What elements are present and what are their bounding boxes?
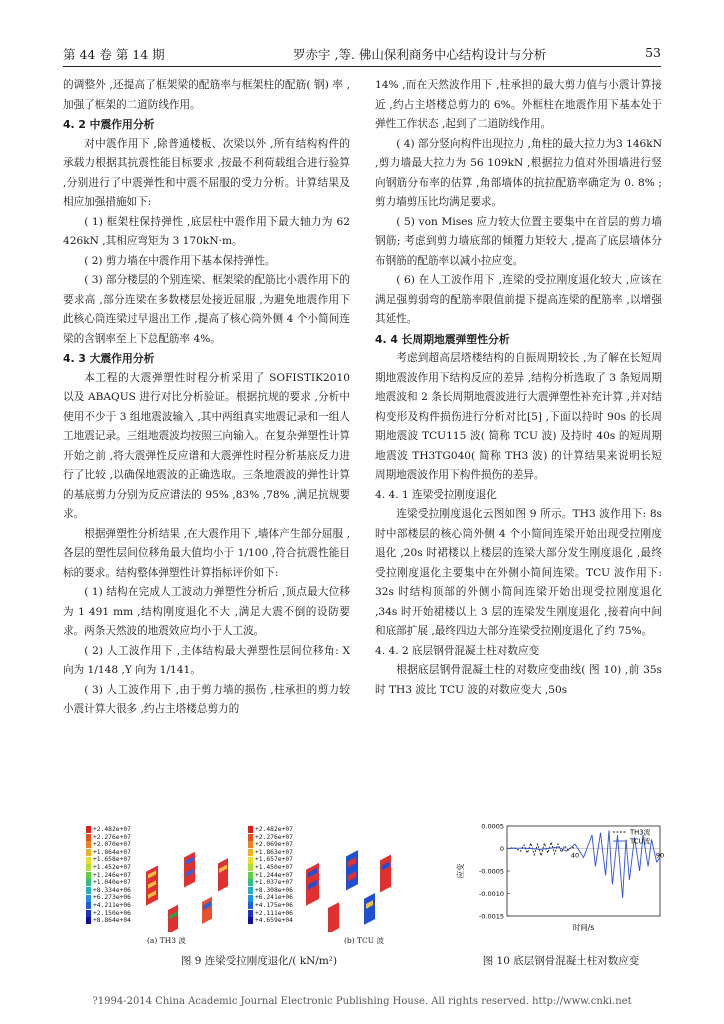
legend-entry (248, 849, 293, 857)
y-tick-label: 0.0005 (481, 822, 504, 831)
legend-swatch (248, 834, 253, 841)
legend-swatch (248, 879, 253, 886)
legend-value: +6.273e+06 (93, 894, 131, 902)
paragraph: 根据弹塑性分析结果 ,在大震作用下 ,墙体产生部分屈服 ,各层的塑性层间位移角最大值均小于 1/100 ,符合抗震性能目标的要求。结构整体弹塑性计算指标评价如下: (63, 527, 350, 579)
y-tick-label: 0 (499, 845, 504, 853)
legend-swatch (86, 879, 91, 886)
legend-swatch (248, 895, 253, 902)
legend-value: +1.863e+07 (255, 848, 293, 856)
legend-entry (86, 834, 131, 842)
legend-swatch (248, 849, 253, 856)
strain-chart (455, 818, 670, 944)
paragraph: 根据底层钢骨混凝土柱的对数应变曲线( 图 10) ,前 35s 时 TH3 波比 TCU 波的对数应变大 ,50s (375, 664, 662, 696)
y-tick-label: -0.0010 (478, 890, 504, 898)
legend-swatch (86, 849, 91, 856)
paragraph: 对中震作用下 ,除普通楼板、次梁以外 ,所有结构构件的承载力根据其抗震性能目标要求 ,按最不利荷载组合进行验算 ,分别进行了中震弹性和中震不屈服的受力分析。计算结果及相应加强措施如下: (63, 137, 350, 208)
legend-value: +1.037e+07 (255, 879, 293, 887)
page-header (63, 40, 661, 67)
contour-legend-b (248, 826, 293, 925)
legend-label: TCU波 (630, 837, 651, 846)
paragraph: ( 1) 结构在完成人工波动力弹塑性分析后 ,顶点最大位移为 1 491 mm ,结构刚度退化不大 ,满足大震不倒的设防要求。两条天然波的地震效应均小于人工波。 (63, 586, 350, 637)
paragraph: 连梁受拉刚度退化云图如图 9 所示。TH3 波作用下: 8s 时中部楼层的核心筒外侧 4 个小简间连梁开始出现受拉刚度退化 ,20s 时裙楼以上楼层的连梁大部分发生刚度退化 ,最终受拉刚度退化主要集中在外侧小简间连梁。TCU 波作用下: 32s 时结构顶部的外侧小简间连梁开始出现受拉刚度退化 ,34s 时开始裙楼以上 3 层的连梁发生刚度退化 ,接着向中间和底部扩展 ,最终四边大部分连梁受拉刚度退化了约 75%。 (375, 508, 662, 637)
legend-entry (248, 864, 293, 872)
running-title: 罗赤宇 ,等. 佛山保利商务中心结构设计与分析 (293, 47, 547, 62)
figure-9-caption: 图 9 连梁受拉刚度退化/( kN/m²) (180, 955, 338, 967)
x-axis-label: 时间/s (572, 923, 595, 932)
legend-value: +2.111e+06 (255, 909, 293, 917)
subsection-heading-4-4-1: 4. 4. 1 连梁受拉刚度退化 (375, 488, 497, 501)
subcaption-a: (a) TH3 波 (147, 936, 186, 945)
legend-swatch (86, 910, 91, 917)
legend-value: +2.482e+07 (93, 826, 131, 833)
contour-plot-tcu (298, 826, 413, 932)
legend-swatch (248, 872, 253, 879)
legend-value: +4.175e+06 (255, 901, 293, 909)
legend-entry (248, 917, 293, 925)
legend-value: +8.308e+06 (255, 886, 293, 894)
legend-swatch (248, 841, 253, 848)
chart-legend (613, 828, 651, 846)
page-number: 53 (645, 45, 661, 60)
legend-value: +1.658e+07 (93, 856, 131, 864)
legend-value: +1.657e+07 (255, 856, 293, 864)
paragraph: ( 3) 人工波作用下 ,由于剪力墙的损伤 ,柱承担的剪力较小震计算大很多 ,约占主塔楼总剪力的 (63, 683, 350, 715)
legend-value: +1.450e+07 (255, 863, 293, 871)
right-column (375, 76, 662, 700)
paragraph: 的调整外 ,还提高了框架梁的配筋率与框架柱的配筋( 钢) 率 ,加强了框架的二道防线作用。 (63, 79, 350, 111)
legend-swatch (86, 857, 91, 864)
legend-label: TH3波 (630, 828, 651, 837)
legend-swatch (86, 887, 91, 894)
legend-entry (248, 887, 293, 895)
legend-value: +8.334e+06 (93, 886, 131, 894)
legend-entry (248, 856, 293, 864)
legend-entry (86, 894, 131, 902)
legend-entry (248, 910, 293, 918)
paragraph: ( 3) 部分楼层的个别连梁、框架梁的配筋比小震作用下的要求高 ,部分连梁在多数楼层处接近屈服 ,为避免地震作用下此核心筒连梁过早退出工作 ,提高了核心筒外侧 4 个小简间连梁的含钢率至上下总配筋率 4%。 (63, 274, 350, 345)
paragraph: 14% ,而在天然波作用下 ,柱承担的最大剪力值与小震计算接近 ,约占主塔楼总剪力的 6%。外框柱在地震作用下基本处于弹性工作状态 ,起到了二道防线作用。 (375, 79, 662, 130)
section-heading-4-3: 4. 3 大震作用分析 (63, 352, 155, 365)
x-tick-label: 90 (655, 851, 665, 860)
legend-value: +1.244e+07 (255, 871, 293, 879)
legend-entry (86, 910, 131, 918)
contour-plot-th3 (138, 826, 248, 932)
legend-entry (86, 887, 131, 895)
legend-swatch (248, 826, 253, 833)
legend-entry (86, 872, 131, 880)
legend-swatch (86, 917, 91, 924)
legend-value: +2.482e+07 (255, 826, 293, 833)
legend-swatch (86, 895, 91, 902)
subsection-heading-4-4-2: 4. 4. 2 底层钢骨混凝土柱对数应变 (375, 644, 540, 657)
paragraph: 本工程的大震弹塑性时程分析采用了 SOFISTIK2010 以及 ABAQUS 进行对比分析验证。根据抗规的要求 ,分析中使用不少于 3 组地震波输入 ,其中两组真实地震记录和一组人工地震记录。三组地震波均按照三向输入。在复杂弹塑性计算开始之前 ,将大震弹性反应谱和大震弹性时程分析基底反力进行了比较 ,以确保地震波的正确选取。三条地震波的弹性计算的基底剪力分别为反应谱法的 95% ,83% ,78% ,满足抗规要求。 (63, 371, 350, 520)
legend-swatch (86, 864, 91, 871)
legend-entry (248, 902, 293, 910)
y-tick-label: -0.0005 (478, 867, 504, 876)
legend-entry (248, 879, 293, 887)
legend-entry (86, 856, 131, 864)
legend-swatch (248, 887, 253, 894)
legend-swatch (86, 841, 91, 848)
paragraph: ( 1) 框架柱保持弹性 ,底层柱中震作用下最大轴力为 62 426kN ,其相应弯矩为 3 170kN·m。 (63, 215, 350, 247)
paragraph: ( 6) 在人工波作用下 ,连梁的受拉刚度退化较大 ,应该在满足强剪弱弯的配筋率限值前提下提高连梁的配筋率 ,以增强其延性。 (375, 274, 662, 325)
legend-value: +2.150e+06 (93, 909, 131, 917)
legend-swatch (86, 826, 91, 833)
section-heading-4-2: 4. 2 中震作用分析 (63, 118, 155, 131)
legend-swatch (248, 857, 253, 864)
legend-swatch (86, 872, 91, 879)
legend-entry (86, 864, 131, 872)
subcaption-b: (b) TCU 波 (344, 936, 384, 945)
legend-value: +2.070e+07 (93, 841, 131, 849)
x-tick-label: 40 (570, 851, 580, 860)
legend-value: +4.659e+04 (255, 917, 293, 925)
legend-swatch (248, 910, 253, 917)
legend-value: +2.276e+07 (255, 833, 293, 841)
left-column (63, 76, 350, 720)
paragraph: ( 4) 部分竖向构件出现拉力 ,角柱的最大拉力为3 146kN ,剪力墙最大拉力为 56 109kN ,根据拉力值对外围墙进行竖向钢筋分布率的估算 ,角部墙体的抗拉配筋率确定为 0. 8% ; 剪力墙剪压比均满足要求。 (375, 137, 662, 208)
paragraph: ( 2) 人工波作用下 ,主体结构最大弹塑性层间位移角: X 向为 1/148 ,Y 向为 1/141。 (63, 644, 350, 676)
legend-value: +1.246e+07 (93, 871, 131, 879)
legend-swatch (86, 902, 91, 909)
legend-entry (248, 826, 293, 834)
figure-10-caption: 图 10 底层钢骨混凝土柱对数应变 (482, 955, 640, 967)
legend-swatch (248, 917, 253, 924)
legend-swatch (248, 864, 253, 871)
legend-value: +6.241e+06 (255, 894, 293, 902)
legend-entry (248, 872, 293, 880)
legend-entry (86, 826, 131, 834)
legend-value: +1.452e+07 (93, 863, 131, 871)
section-heading-4-4: 4. 4 长周期地震弹塑性分析 (375, 332, 510, 346)
y-tick-label: -0.0015 (478, 912, 504, 921)
legend-value: +2.276e+07 (93, 833, 131, 841)
legend-entry (86, 902, 131, 910)
legend-value: +8.864e+04 (93, 917, 131, 925)
paragraph: ( 2) 剪力墙在中震作用下基本保持弹性。 (84, 254, 276, 267)
legend-swatch (248, 902, 253, 909)
legend-entry (248, 834, 293, 842)
legend-value: +1.864e+07 (93, 848, 131, 856)
legend-entry (86, 841, 131, 849)
paragraph: ( 5) von Mises 应力较大位置主要集中在首层的剪力墙钢筋; 考虑到剪力墙底部的倾覆力矩较大 ,提高了底层墙体分布钢筋的配筋率以减小拉应变。 (375, 215, 662, 267)
legend-value: +4.211e+06 (93, 901, 131, 909)
legend-entry (248, 894, 293, 902)
legend-entry (86, 917, 131, 925)
legend-value: +1.040e+07 (93, 879, 131, 887)
journal-issue: 第 44 卷 第 14 期 (63, 47, 165, 62)
copyright-footer: ?1994-2014 China Academic Journal Electronic Publishing House. All rights reserved. http://www.cnki.net (92, 996, 632, 1007)
paragraph: 考虑到超高层塔楼结构的自振周期较长 ,为了解在长短周期地震波作用下结构反应的差异 ,结构分析选取了 3 条短周期地震波和 2 条长周期地震波进行大震弹塑性补充计算 ,并对结构变形及构件损伤进行分析对比[5] ,下面以持时 90s 的长周期地震波 TCU115 波( 简称 TCU 波) 及持时 40s 的短周期地震波 TH3TG040( 简称 TH3 波) 的计算结果来说明长短周期地震波作用下构件损伤的差异。 (375, 352, 662, 481)
legend-swatch (86, 834, 91, 841)
contour-legend-a (86, 826, 131, 925)
legend-value: +2.069e+07 (255, 841, 293, 849)
legend-entry (86, 879, 131, 887)
legend-entry (248, 841, 293, 849)
y-axis-label: 应变 (456, 863, 465, 879)
legend-entry (86, 849, 131, 857)
